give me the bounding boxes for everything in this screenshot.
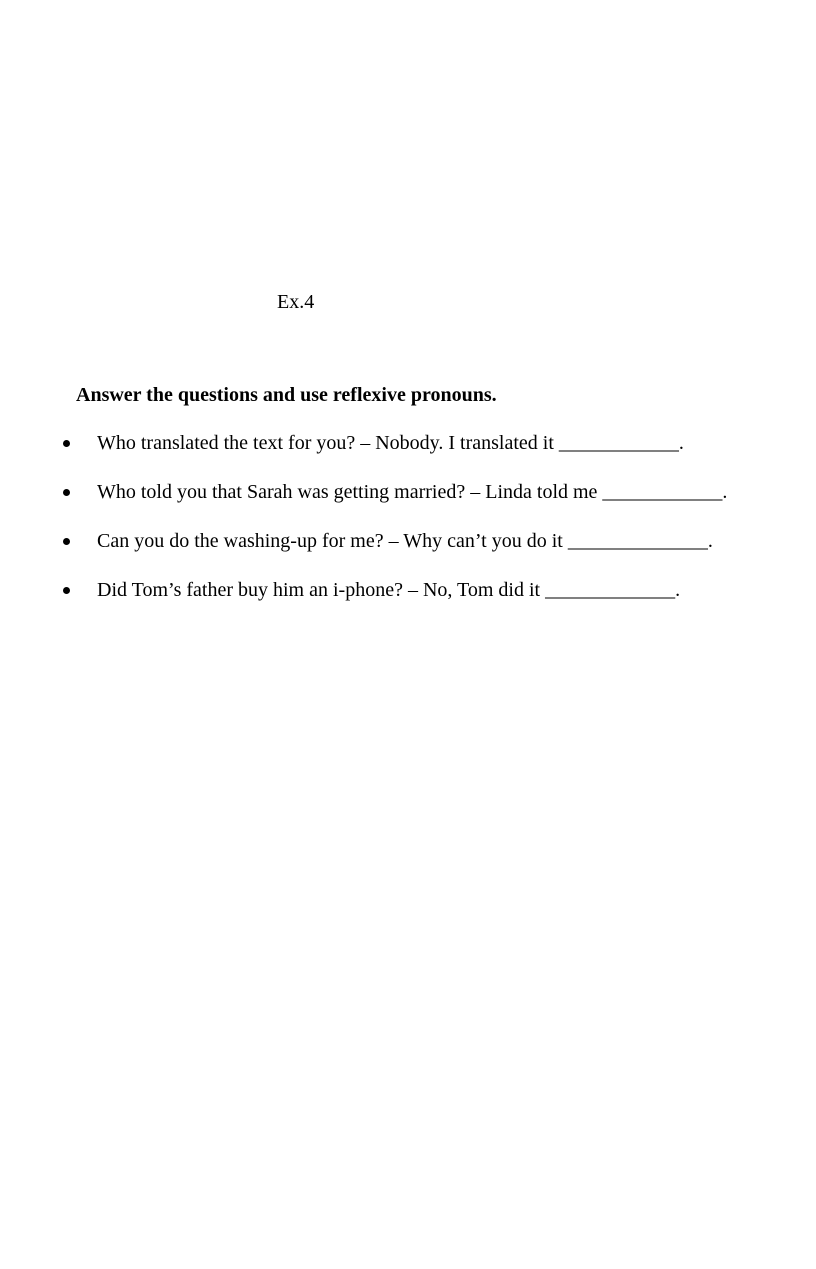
- bullet-icon: [63, 538, 70, 545]
- bullet-icon: [63, 440, 70, 447]
- exercise-label: Ex.4: [277, 291, 315, 313]
- question-text: Who translated the text for you? – Nobody. I translated it ____________.: [97, 432, 684, 454]
- exercise-instruction: Answer the questions and use reflexive pronouns.: [76, 384, 497, 406]
- bullet-icon: [63, 489, 70, 496]
- question-text: Did Tom’s father buy him an i-phone? – No, Tom did it _____________.: [97, 579, 681, 601]
- bullet-icon: [63, 587, 70, 594]
- question-text: Who told you that Sarah was getting married? – Linda told me ____________.: [97, 481, 728, 503]
- question-text: Can you do the washing-up for me? – Why can’t you do it ______________.: [97, 530, 713, 552]
